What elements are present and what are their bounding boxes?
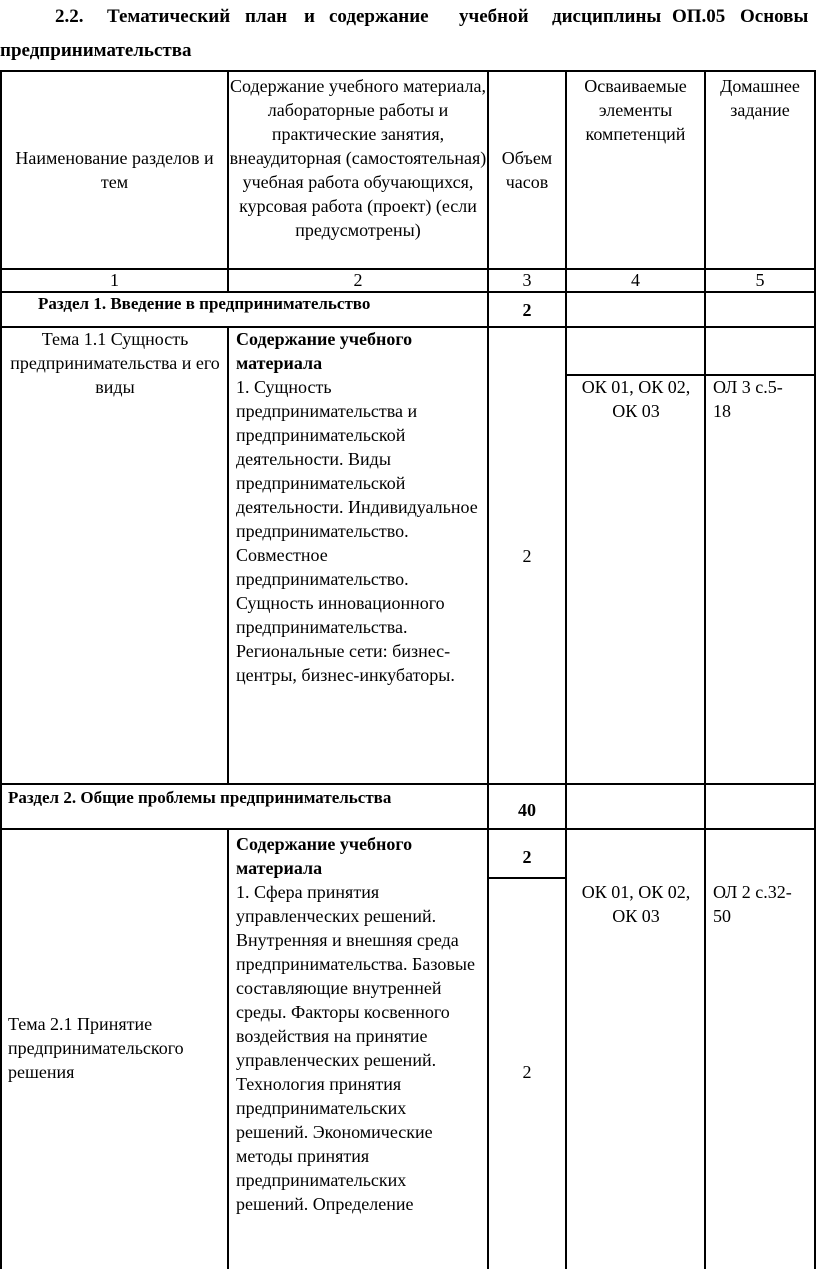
- section-1-title: Раздел 1. Введение в предпринимательство: [38, 294, 371, 313]
- column-number: 5: [755, 270, 765, 290]
- heading-word: учебной: [459, 6, 529, 27]
- table-col-line: [565, 70, 567, 1269]
- topic-2-1-content-heading: Содержание учебного материала: [236, 834, 413, 878]
- header-col-sections: Наименование разделов и тем: [15, 148, 214, 192]
- table-border-left: [0, 70, 2, 1269]
- column-number: 2: [353, 270, 363, 290]
- topic-1-1-content-text: 1. Сущность предпринимательства и предпринимательской деятельности. Виды предпринимательской деятельности. Индивидуальное предпринимательство. Совместное предпринимательство. Сущность инновационного предпринимательства. Региональные сети: бизнес-центры, бизнес-инкубаторы.: [236, 377, 478, 685]
- heading-word: и: [304, 6, 315, 27]
- heading-word: Тематический: [107, 6, 231, 27]
- table-col-line: [227, 828, 229, 1269]
- section-2-hours: 40: [518, 800, 536, 820]
- header-col-competencies: Осваиваемые элементы компетенций: [584, 76, 687, 144]
- topic-1-1-homework: ОЛ 3 с.5-18: [713, 377, 783, 421]
- table-rule: [0, 828, 816, 830]
- table-col-line: [704, 70, 706, 1269]
- table-rule: [487, 877, 565, 879]
- section-2-title: Раздел 2. Общие проблемы предпринимательства: [8, 788, 392, 807]
- section-1-hours: 2: [522, 300, 532, 320]
- topic-1-1-hours: 2: [522, 546, 532, 566]
- topic-2-1-heading-hours: 2: [522, 847, 532, 867]
- column-number: 1: [110, 270, 119, 290]
- topic-2-1-hours: 2: [522, 1062, 532, 1082]
- topic-2-1-content-text: 1. Сфера принятия управленческих решений. Внутренняя и внешняя среда предпринимательства. Базовые составляющие внутренней среды. Факторы косвенного воздействия на принятие управленческих решений. Технология принятия предпринимательских решений. Экономические методы принятия предпринимательских решений. Определение: [236, 882, 475, 1214]
- topic-2-1-homework: ОЛ 2 с.32-50: [713, 882, 792, 926]
- header-col-hours: Объем часов: [501, 148, 553, 192]
- heading-word: ОП.05: [672, 6, 726, 27]
- thematic-plan-table: [0, 70, 816, 1269]
- table-rule: [0, 783, 816, 785]
- table-border-right: [814, 70, 816, 1269]
- heading-word: 2.2.: [55, 6, 84, 27]
- topic-1-1-name: Тема 1.1 Сущность предпринимательства и его виды: [10, 329, 220, 397]
- header-col-content: Содержание учебного материала, лабораторные работы и практические занятия, внеаудиторная (самостоятельная) учебная работа обучающихся, курсовая работа (проект) (если предусмотрены): [229, 76, 487, 240]
- topic-1-1-competencies: ОК 01, ОК 02, ОК 03: [581, 377, 691, 421]
- heading-word: дисциплины: [552, 6, 662, 27]
- table-border-top: [0, 70, 816, 72]
- heading-word: содержание: [329, 6, 429, 27]
- topic-2-1-competencies: ОК 01, ОК 02, ОК 03: [581, 882, 691, 926]
- column-number: 4: [631, 270, 640, 290]
- table-col-line: [227, 326, 229, 783]
- heading-word: Основы: [740, 6, 809, 27]
- table-col-line: [487, 70, 489, 1269]
- topic-2-1-name: Тема 2.1 Принятие предпринимательского решения: [8, 1014, 184, 1082]
- header-col-homework: Домашнее задание: [720, 76, 800, 120]
- heading-word: план: [245, 6, 288, 27]
- topic-1-1-content-heading: Содержание учебного материала: [236, 329, 413, 373]
- heading-line-2: предпринимательства: [0, 40, 192, 61]
- column-number: 3: [522, 270, 532, 290]
